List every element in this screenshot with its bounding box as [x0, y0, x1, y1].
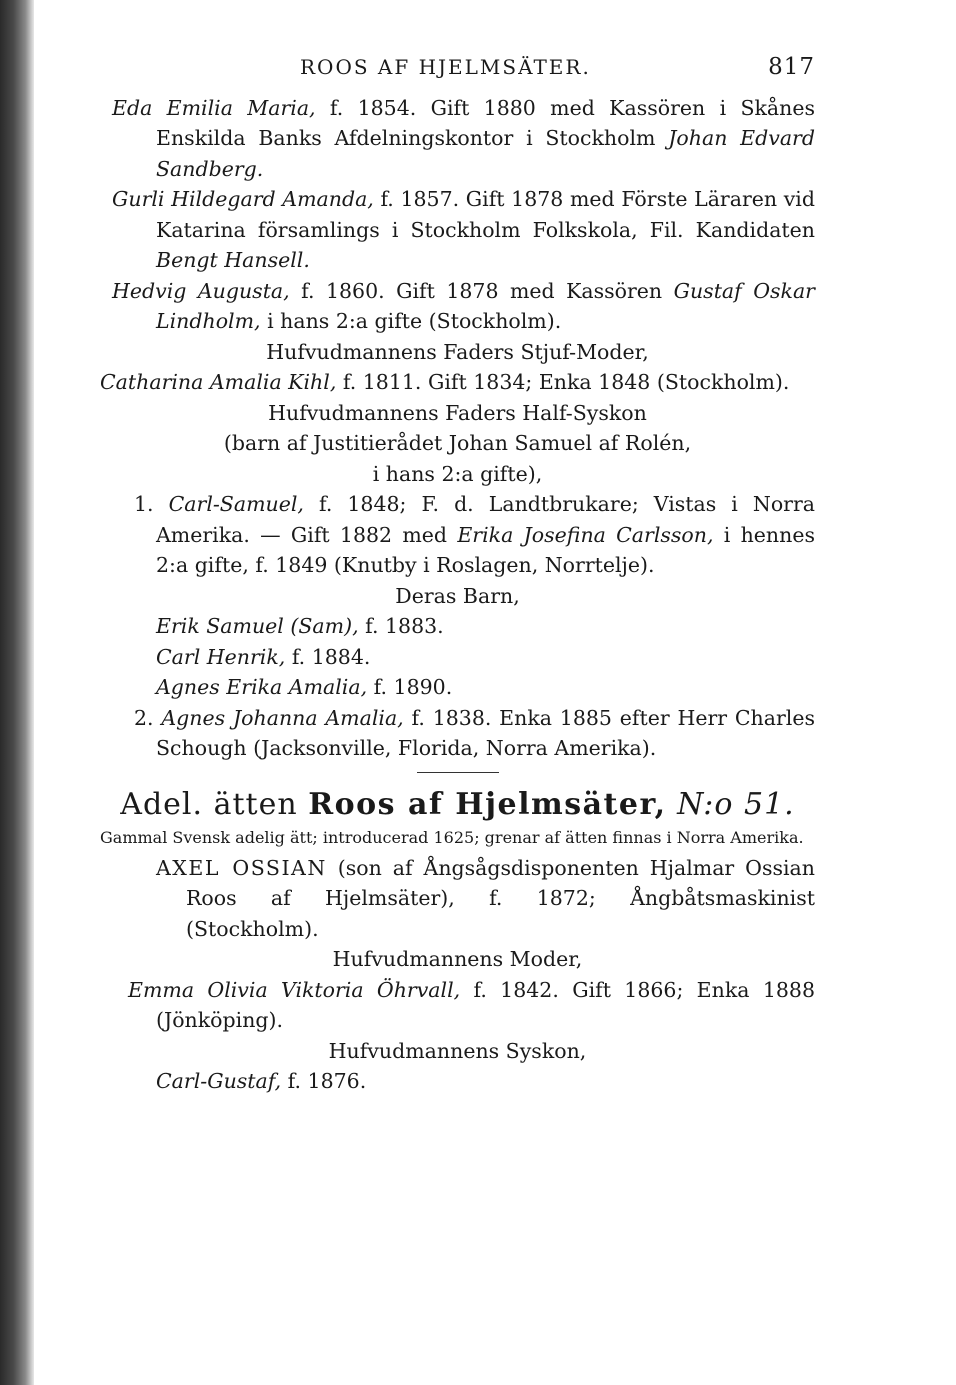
entry-spouse: Johan Edvard Sandberg. [156, 126, 815, 181]
document-page [100, 52, 815, 1097]
entry-text: f. 1842. Gift 1866; Enka 1888 (Jönköping). [156, 977, 815, 1032]
list-item [156, 672, 815, 703]
entry-number: 1. [134, 492, 154, 516]
child-list [100, 611, 815, 703]
entry-carl-gustaf [100, 1066, 815, 1097]
entry-text: f. 1876. [287, 1069, 367, 1093]
entry-hedvig [100, 276, 815, 337]
entry-text: f. 1848; F. d. Landtbrukare; Vistas i Norra Amerika. — Gift 1882 med [156, 492, 815, 547]
entry-gurli [100, 184, 815, 276]
entry-name: Agnes Erika Amalia, [156, 675, 368, 699]
entry-name: Gurli Hildegard Amanda, [112, 187, 374, 211]
book-binding-edge [0, 0, 34, 1385]
entry-spouse: Gustaf Oskar Lindholm, [156, 278, 815, 333]
entry-agnes [100, 703, 815, 764]
entry-text: (son af Ångsågsdisponenten Hjalmar Ossian Roos af Hjelmsäter), f. 1872; Ångbåtsmaskinist (Stockholm). [186, 855, 815, 941]
family-title [100, 783, 815, 827]
section-divider [417, 772, 499, 773]
section-subheading: (barn af Justitierådet Johan Samuel af Rolén, [223, 431, 692, 455]
family-title-prefix: Adel. ätten [120, 786, 298, 822]
entry-name: AXEL OSSIAN [156, 855, 327, 880]
entry-text: f. 1854. Gift 1880 med Kassören i Skånes Enskilda Banks Afdelningskontor i Stockholm [156, 95, 815, 150]
entry-name: Catharina Amalia Kihl, [100, 370, 337, 394]
entry-name: Erik Samuel (Sam), [156, 614, 359, 638]
entry-text: f. 1811. Gift 1834; Enka 1848 (Stockholm). [342, 370, 790, 394]
section-heading: Hufvudmannens Faders Half-Syskon [268, 400, 647, 425]
entry-text-tail: i hans 2:a gifte (Stockholm). [267, 309, 562, 333]
list-item [156, 642, 815, 673]
section-subheading: i hans 2:a gifte), [372, 461, 543, 486]
entry-text-tail: i hennes 2:a gifte, f. 1849 (Knutby i Roslagen, Norrtelje). [156, 522, 815, 577]
section-heading: Hufvudmannens Moder, [332, 947, 583, 971]
entry-name: Emma Olivia Viktoria Öhrvall, [128, 977, 461, 1002]
page-header [100, 52, 815, 83]
entry-emma [100, 975, 815, 1036]
entry-spouse: Bengt Hansell. [156, 248, 310, 272]
page-number: 817 [768, 54, 815, 80]
entry-text: f. 1890. [373, 675, 453, 699]
list-item [156, 611, 815, 642]
entry-eda [100, 93, 815, 185]
entry-spouse: Erika Josefina Carlsson, [457, 522, 714, 547]
entry-name: Eda Emilia Maria, [112, 95, 316, 120]
entry-name: Carl Henrik, [156, 644, 286, 669]
entry-number: 2. [134, 705, 154, 730]
section-heading: Hufvudmannens Faders Stjuf-Moder, [266, 339, 649, 364]
entry-name: Agnes Johanna Amalia, [161, 705, 404, 730]
entry-text: f. 1883. [365, 614, 444, 638]
running-title: ROOS AF HJELMSÄTER. [300, 55, 591, 79]
entry-name: Hedvig Augusta, [112, 278, 290, 303]
entry-catharina [100, 367, 815, 398]
entry-carl-samuel [100, 489, 815, 581]
family-title-name: Roos af Hjelmsäter, [308, 786, 667, 822]
entry-text: f. 1884. [291, 644, 371, 669]
entry-text: f. 1838. Enka 1885 efter Herr Charles Schough (Jacksonville, Florida, Norra Amerika). [156, 705, 815, 760]
section-heading: Hufvudmannens Syskon, [328, 1038, 587, 1063]
family-note: Gammal Svensk adelig ätt; introducerad 1625; grenar af ätten finnas i Norra Amerika. [100, 827, 804, 847]
entry-name: Carl-Samuel, [168, 492, 304, 516]
section-heading: Deras Barn, [395, 583, 520, 608]
family-title-number: N:o 51. [677, 786, 795, 822]
entry-text: f. 1860. Gift 1878 med Kassören [301, 278, 663, 303]
entry-name: Carl-Gustaf, [156, 1069, 282, 1093]
entry-axel [100, 853, 815, 945]
entry-text: f. 1857. Gift 1878 med Förste Läraren vid Katarina församlings i Stockholm Folkskola, Fil. Kandidaten [156, 187, 815, 242]
